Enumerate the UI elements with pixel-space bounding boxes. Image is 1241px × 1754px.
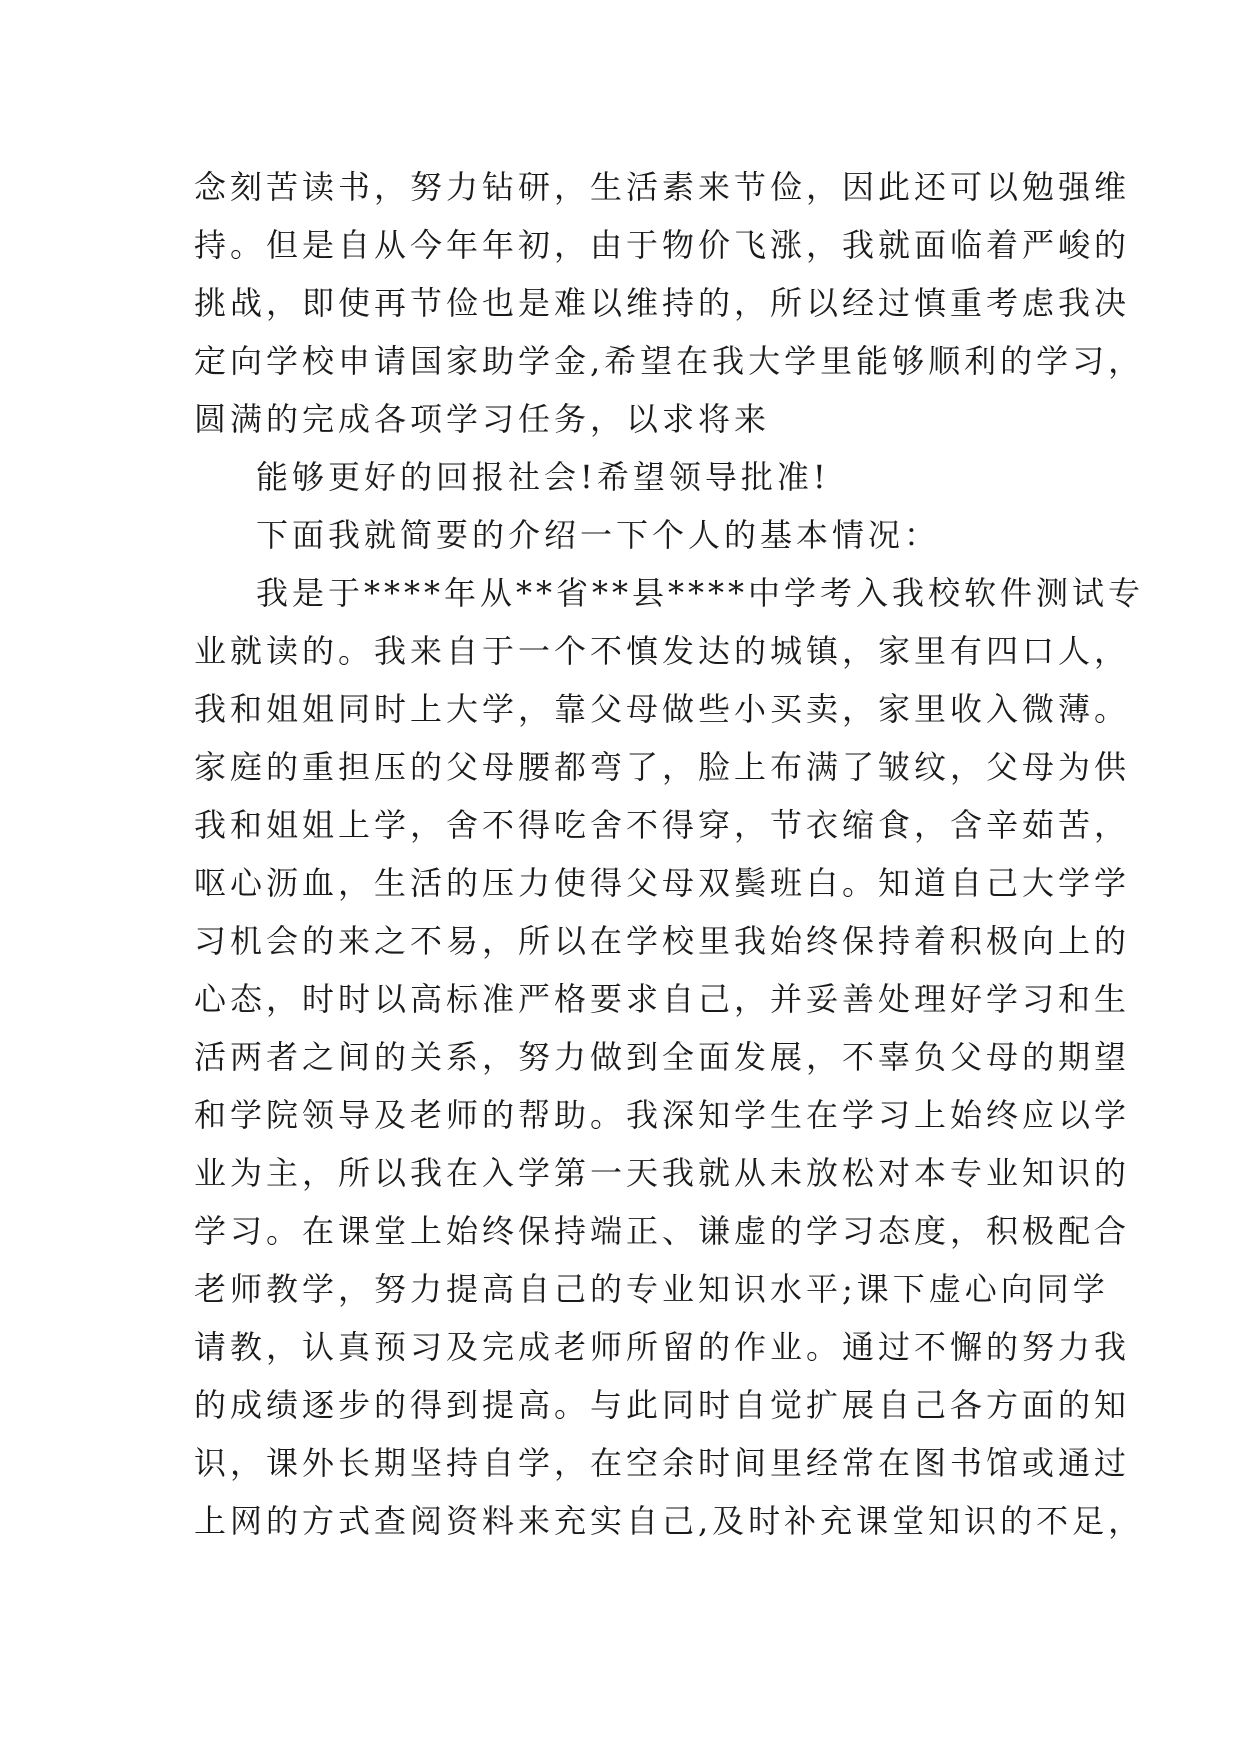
- text-line-5: 圆满的完成各项学习任务，以求将来: [194, 400, 771, 438]
- text-line-16: 活两者之间的关系，努力做到全面发展，不辜负父母的期望: [194, 1038, 1131, 1076]
- text-line-21: 请教，认真预习及完成老师所留的作业。通过不懈的努力我: [194, 1328, 1131, 1366]
- text-line-3: 挑战，即使再节俭也是难以维持的，所以经过慎重考虑我决: [194, 284, 1131, 322]
- text-line-24: 上网的方式查阅资料来充实自己,及时补充课堂知识的不足，: [194, 1502, 1145, 1540]
- text-line-20: 老师教学，努力提高自己的专业知识水平;课下虚心向同学: [194, 1270, 1109, 1308]
- text-line-9: 业就读的。我来自于一个不慎发达的城镇，家里有四口人，: [194, 632, 1131, 670]
- text-line-18: 业为主，所以我在入学第一天我就从未放松对本专业知识的: [194, 1154, 1131, 1192]
- text-line-10: 我和姐姐同时上大学，靠父母做些小买卖，家里收入微薄。: [194, 690, 1131, 728]
- text-line-14: 习机会的来之不易，所以在学校里我始终保持着积极向上的: [194, 922, 1131, 960]
- text-line-11: 家庭的重担压的父母腰都弯了，脸上布满了皱纹，父母为供: [194, 748, 1131, 786]
- text-line-23: 识，课外长期坚持自学，在空余时间里经常在图书馆或通过: [194, 1444, 1131, 1482]
- text-line-1: 念刻苦读书，努力钻研，生活素来节俭，因此还可以勉强维: [194, 168, 1131, 206]
- text-line-13: 呕心沥血，生活的压力使得父母双鬓班白。知道自己大学学: [194, 864, 1131, 902]
- text-line-2: 持。但是自从今年年初，由于物价飞涨，我就面临着严峻的: [194, 226, 1131, 264]
- text-line-8: 我是于****年从**省**县****中学考入我校软件测试专: [256, 574, 1145, 612]
- text-line-15: 心态，时时以高标准严格要求自己，并妥善处理好学习和生: [194, 980, 1131, 1018]
- text-line-12: 我和姐姐上学，舍不得吃舍不得穿，节衣缩食，含辛茹苦，: [194, 806, 1131, 844]
- text-line-19: 学习。在课堂上始终保持端正、谦虚的学习态度，积极配合: [194, 1212, 1131, 1250]
- body-text: [194, 158, 1145, 1550]
- text-line-17: 和学院领导及老师的帮助。我深知学生在学习上始终应以学: [194, 1096, 1131, 1134]
- text-line-7: 下面我就简要的介绍一下个人的基本情况：: [256, 516, 941, 554]
- text-line-6: 能够更好的回报社会!希望领导批准!: [256, 458, 830, 496]
- text-line-4: 定向学校申请国家助学金,希望在我大学里能够顺利的学习，: [194, 342, 1145, 380]
- text-line-22: 的成绩逐步的得到提高。与此同时自觉扩展自己各方面的知: [194, 1386, 1131, 1424]
